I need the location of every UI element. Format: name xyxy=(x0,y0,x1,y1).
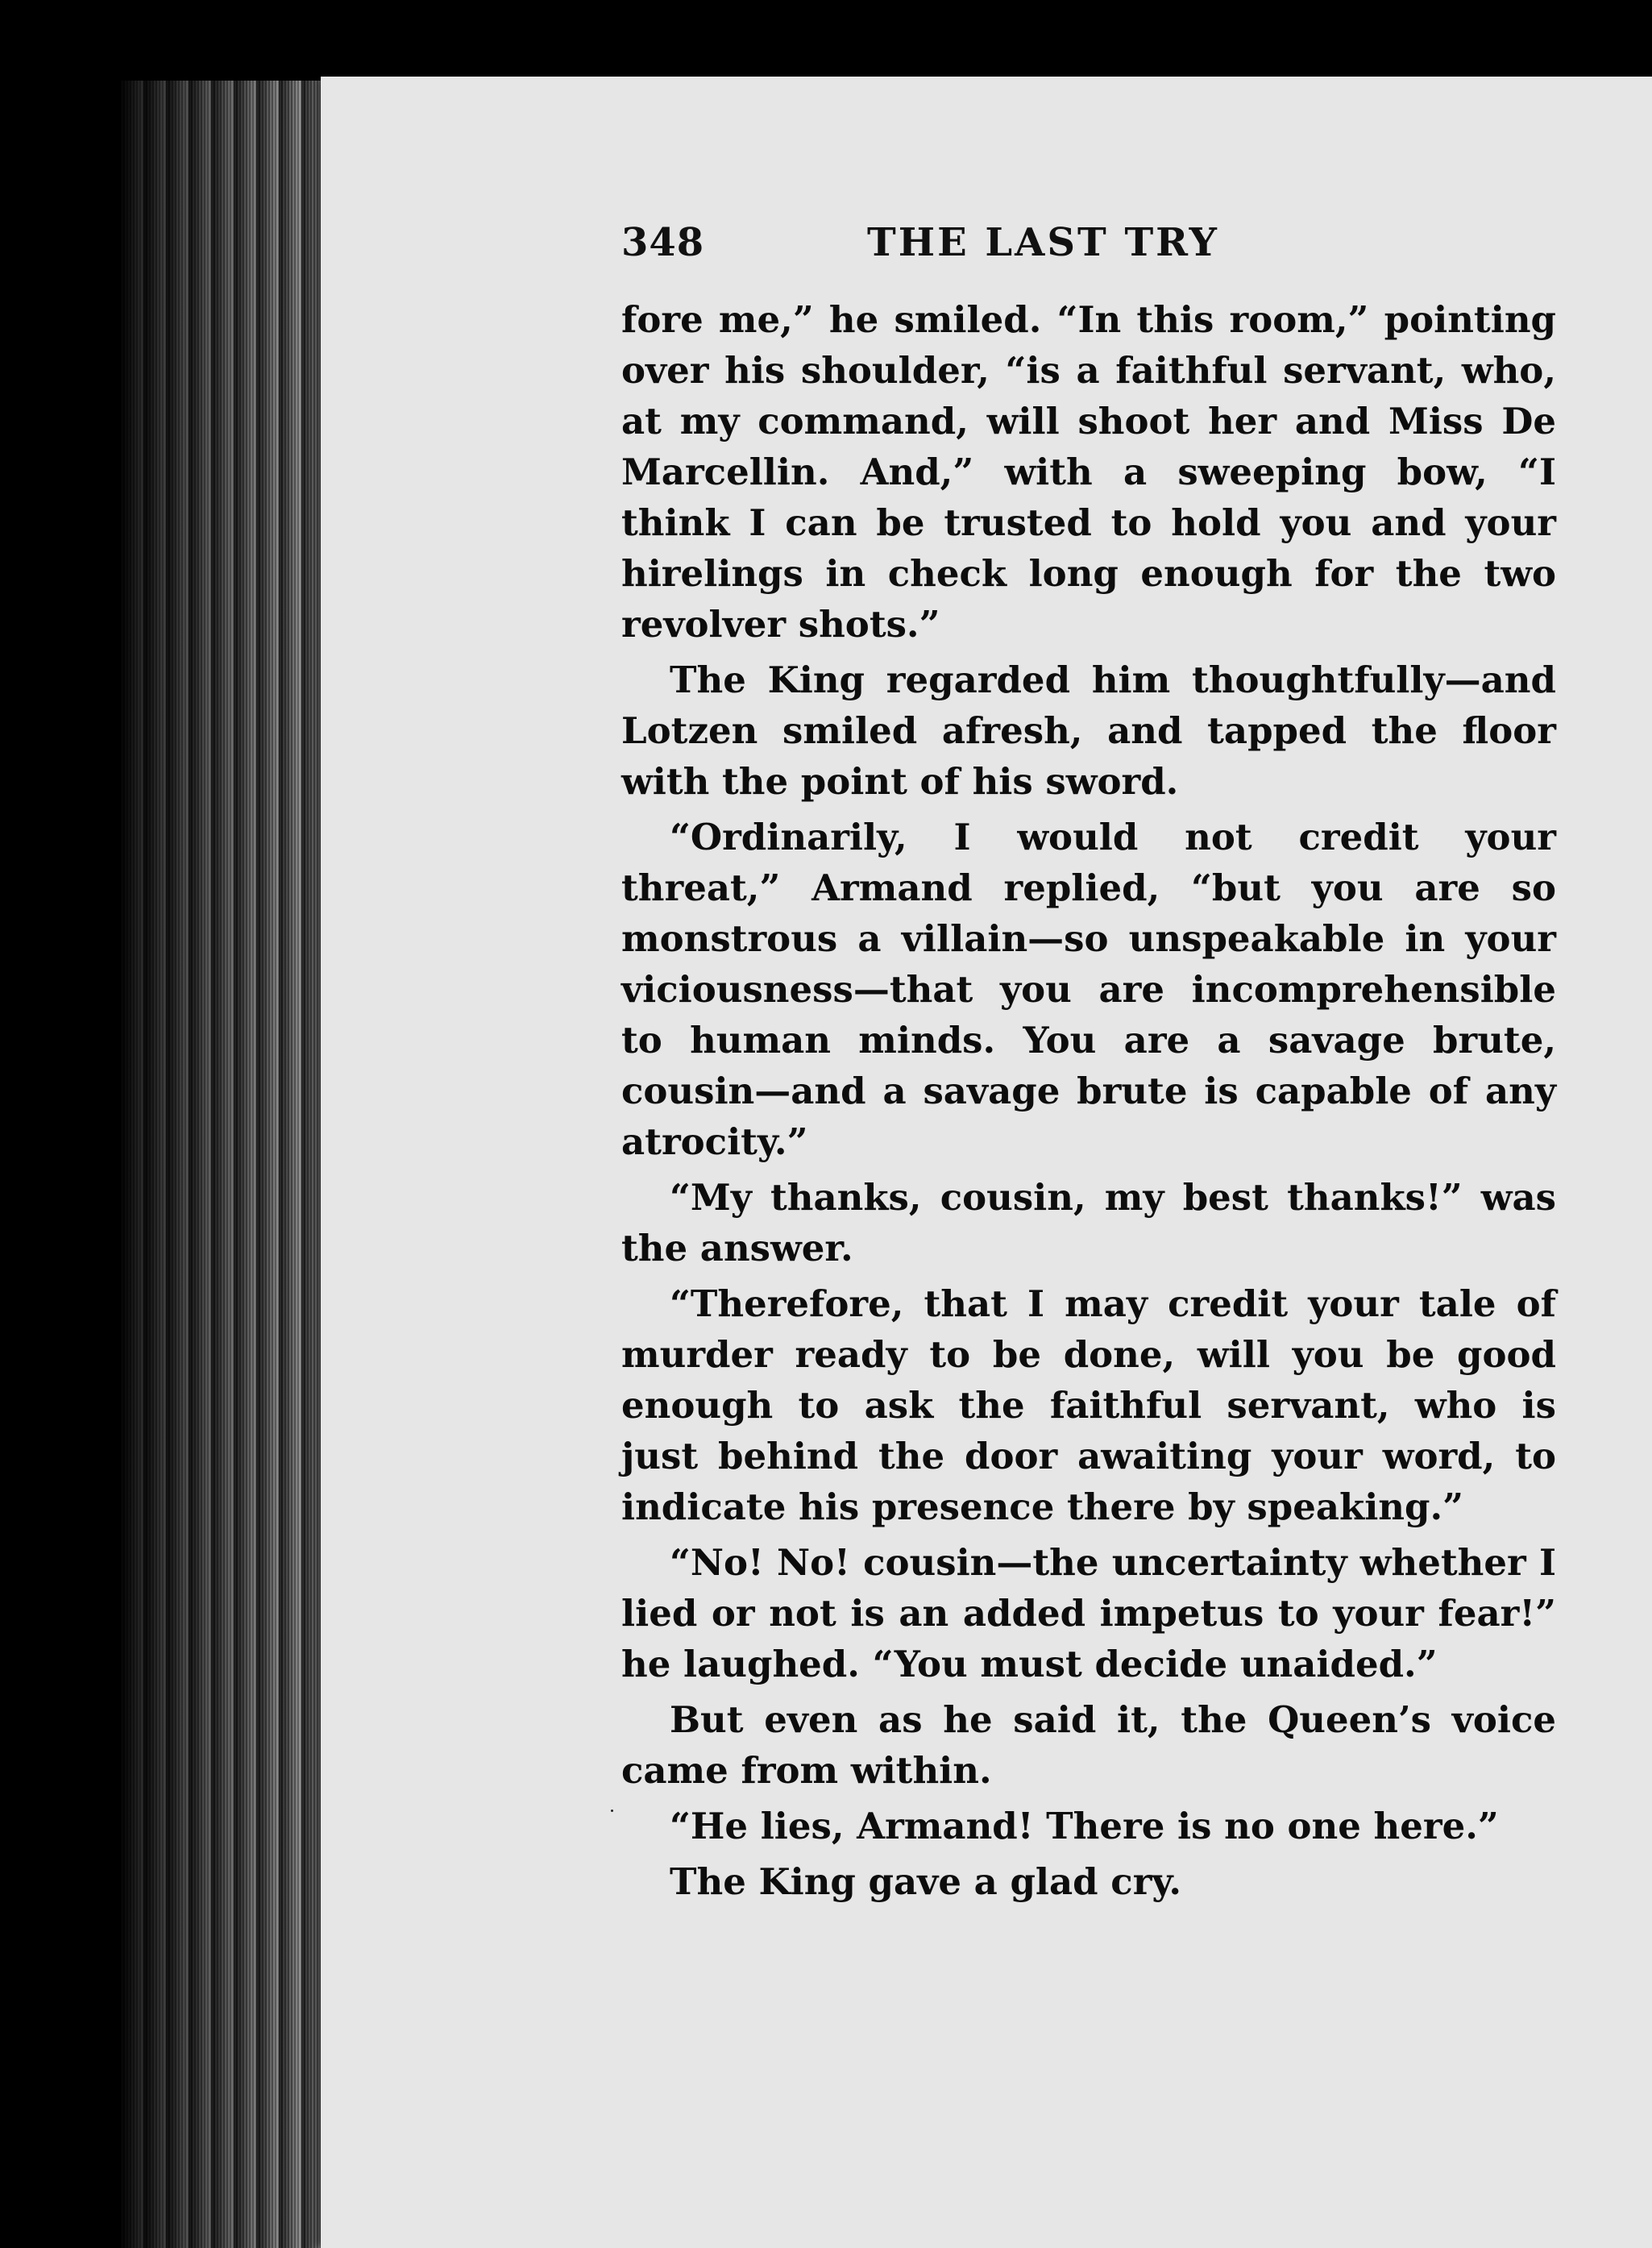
body-text xyxy=(621,294,1556,1912)
page-stack-shadow xyxy=(121,81,322,2248)
paragraph: But even as he said it, the Queen’s voice came from within. xyxy=(621,1698,1556,1792)
paragraph: “My thanks, cousin, my best thanks!” was the answer. xyxy=(621,1176,1556,1269)
paragraph: fore me,” he smiled. “In this room,” pointing over his shoulder, “is a faithful servant, who, at my command, will shoot her and Miss De Marcellin. And,” with a sweeping bow, “I think I can be trusted to hold you and your hirelings in check long enough for the two revolver shots.” xyxy=(621,298,1556,646)
paragraph: The King gave a glad cry. xyxy=(670,1860,1182,1903)
paragraph: “Therefore, that I may credit your tale of murder ready to be done, will you be good enough to ask the faithful servant, who is just behind the door awaiting your word, to indicate his presence there by speaking.” xyxy=(621,1282,1556,1528)
running-head xyxy=(621,220,1588,285)
book-page xyxy=(321,77,1652,2248)
running-title: THE LAST TRY xyxy=(867,220,1219,265)
scan-speck xyxy=(611,1810,613,1812)
paragraph: “No! No! cousin—the uncertainty whether I lied or not is an added impetus to your fear!” he laughed. “You must decide unaided.” xyxy=(621,1541,1556,1685)
paragraph: The King regarded him thoughtfully—and Lotzen smiled afresh, and tapped the floor with the point of his sword. xyxy=(621,659,1556,803)
paragraph: “He lies, Armand! There is no one here.” xyxy=(670,1805,1499,1847)
scan-background xyxy=(0,0,1652,81)
paragraph: “Ordinarily, I would not credit your threat,” Armand replied, “but you are so monstrous a villain—so unspeakable in your viciousness—that you are incomprehensible to human minds. You are a savage brute, cousin—and a savage brute is capable of any atrocity.” xyxy=(621,816,1556,1163)
page-number: 348 xyxy=(621,220,705,265)
